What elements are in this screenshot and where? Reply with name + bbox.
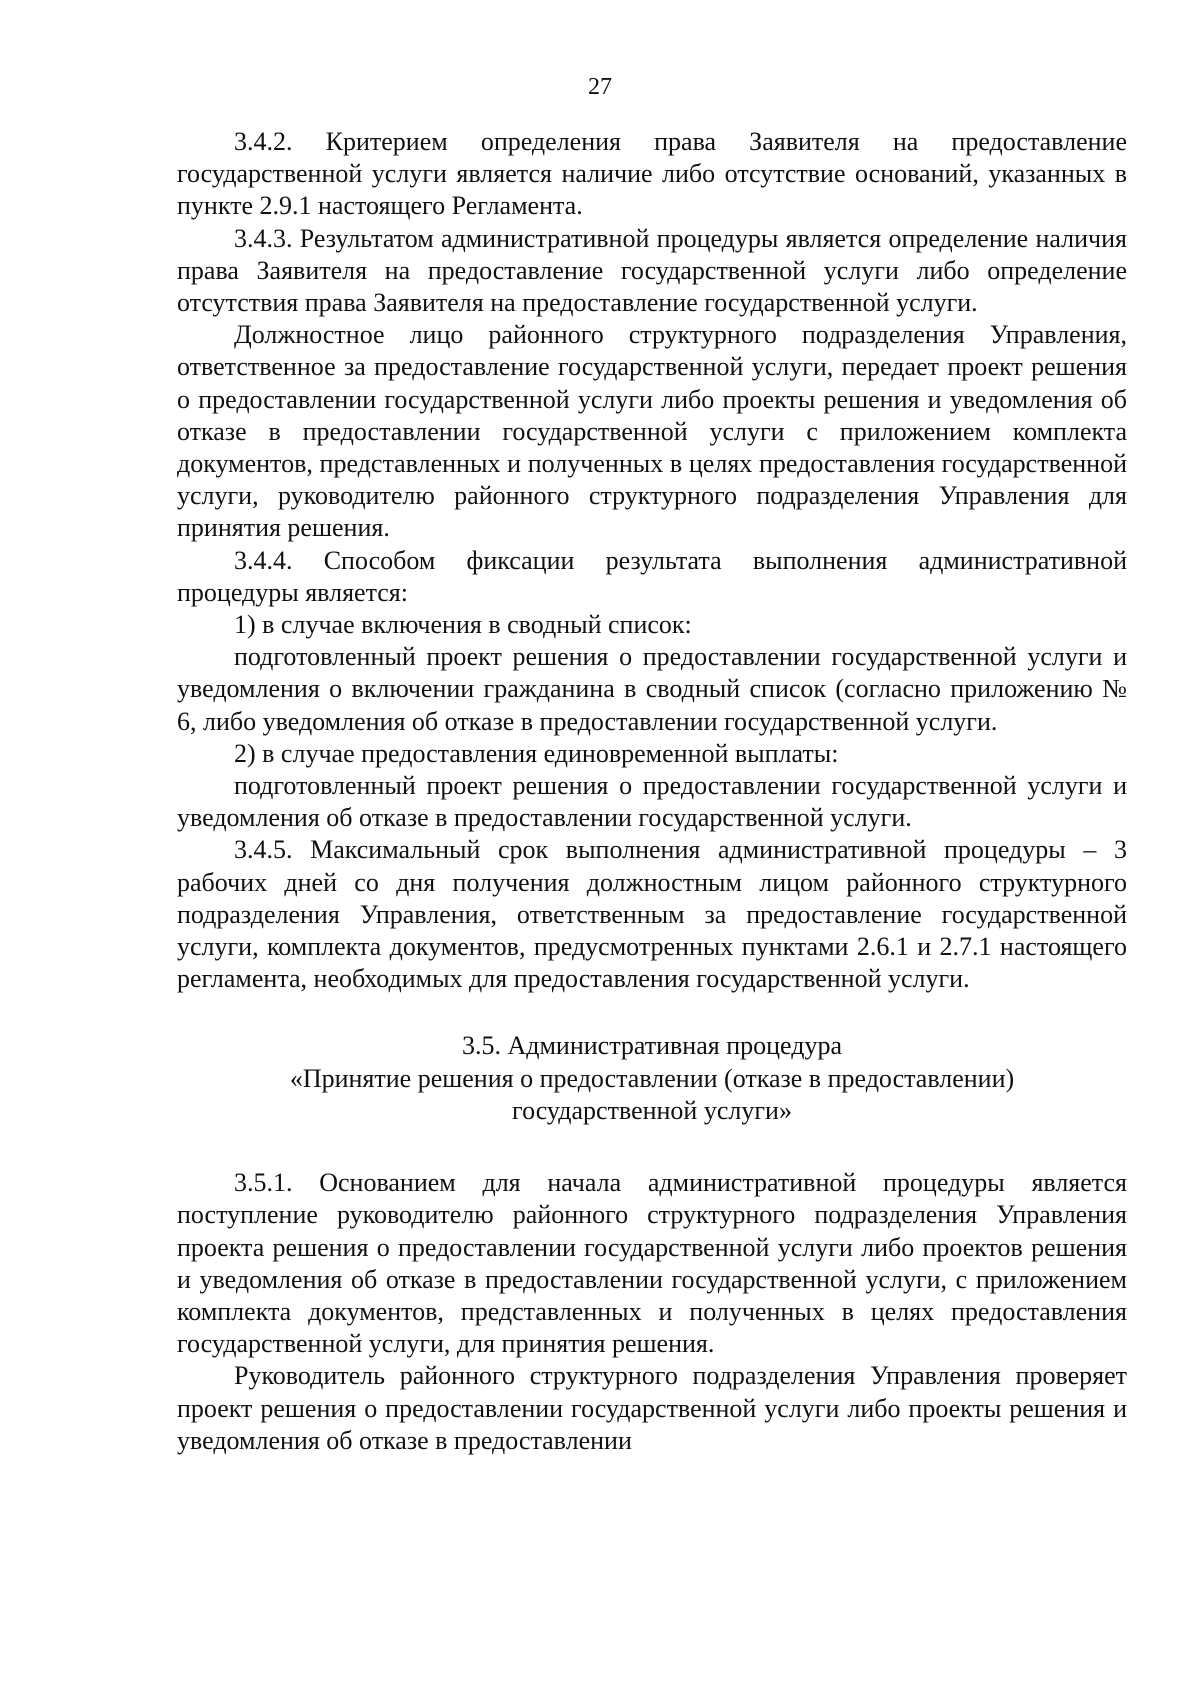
paragraph-official-transfers: Должностное лицо районного структурного подразделения Управления, ответственное за предоставление государственной услуги, передает проект решения о предоставлении государственной услуги либо проекты решения и уведомления об отказе в предоставлении государственной услуги с приложением комплекта документов, представленных и полученных в целях предоставления государственной услуги, руководителю районного структурного подразделения Управления для принятия решения. bbox=[177, 320, 1127, 543]
document-body bbox=[177, 126, 1127, 1457]
paragraph-3-4-2: 3.4.2. Критерием определения права Заявителя на предоставление государственной услуги является наличие либо отсутствие оснований, указанных в пункте 2.9.1 настоящего Регламента. bbox=[177, 127, 1127, 221]
paragraph-3-4-4: 3.4.4. Способом фиксации результата выполнения административной процедуры является: bbox=[177, 545, 1127, 607]
paragraph-3-4-3: 3.4.3. Результатом административной процедуры является определение наличия права Заявителя на предоставление государственной услуги либо определение отсутствия права Заявителя на предоставление государственной услуги. bbox=[177, 223, 1127, 318]
page-number: 27 bbox=[588, 74, 612, 100]
paragraph-item-1-detail: подготовленный проект решения о предоставлении государственной услуги и уведомления о включении гражданина в сводный список (согласно приложению № 6, либо уведомления об отказе в предоставлении государственной услуги. bbox=[177, 642, 1127, 736]
section-heading-line-3: государственной услуги» bbox=[512, 1095, 792, 1125]
section-heading bbox=[177, 1030, 1127, 1127]
paragraph-3-5-1: 3.5.1. Основанием для начала административной процедуры является поступление руководителю районного структурного подразделения Управления проекта решения о предоставлении государственной услуги либо проектов решения и уведомления об отказе в предоставлении государственной услуги, с приложением комплекта документов, представленных и полученных в целях предоставления государственной услуги, для принятия решения. bbox=[177, 1168, 1127, 1359]
section-heading-line-1: 3.5. Административная процедура bbox=[461, 1031, 843, 1061]
section-heading-line-2: «Принятие решения о предоставлении (отказе в предоставлении) bbox=[289, 1063, 1015, 1093]
paragraph-item-2: 2) в случае предоставления единовременной выплаты: bbox=[234, 738, 839, 768]
paragraph-head-checks: Руководитель районного структурного подразделения Управления проверяет проект решения о предоставлении государственной услуги либо проекты решения и уведомления об отказе в предоставлении bbox=[177, 1361, 1127, 1455]
paragraph-3-4-5: 3.4.5. Максимальный срок выполнения административной процедуры – 3 рабочих дней со дня получения должностным лицом районного структурного подразделения Управления, ответственным за предоставление государственной услуги, комплекта документов, предусмотренных пунктами 2.6.1 и 2.7.1 настоящего регламента, необходимых для предоставления государственной услуги. bbox=[177, 835, 1127, 994]
paragraph-item-1: 1) в случае включения в сводный список: bbox=[234, 610, 692, 640]
paragraph-item-2-detail: подготовленный проект решения о предоставлении государственной услуги и уведомления об отказе в предоставлении государственной услуги. bbox=[177, 771, 1127, 833]
